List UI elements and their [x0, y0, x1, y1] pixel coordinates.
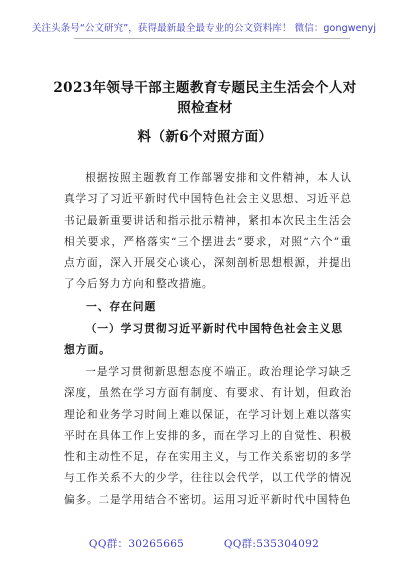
footer-contacts	[0, 536, 408, 551]
intro-paragraph: 根据按照主题教育工作部署安排和文件精神，本人认真学习了习近平新时代中国特色社会主义思想、习近平总书记最新重要讲话和指示批示精神，紧扣本次民主生活会相关要求，严格落实“三个摆进去”要求，对照“六个”重点方面，深入开展交心谈心，深刻剖析思想根源，并提出了今后努力方向和整改措施。	[64, 172, 352, 291]
document-title-line-2: 料（新6个对照方面）	[137, 129, 273, 145]
body-paragraph: 一是学习贯彻新思想态度不端正。政治理论学习缺乏深度，虽然在学习方面有制度、有要求、有计划，但政治理论和业务学习时间上难以保证，在学习计划上难以落实平时在具体工作上安排的多，而在学习上的自觉性、积极性和主动性不足，存在实用主义，与工作关系密切的多学与工作关系不大的少学，往往以会代学，以工代学的情况偏多。二是学用结合不密切。运用习近平新时代中国特色	[64, 366, 352, 506]
footer-qq-group-1: QQ群：30265665	[88, 538, 185, 550]
header-divider	[74, 38, 350, 39]
footer-qq-group-2: QQ群:535304092	[223, 538, 320, 550]
subsection-heading-study: （一）学习贯彻习近平新时代中国特色社会主义思想方面。	[64, 322, 343, 357]
section-heading-problems: 一、存在问题	[86, 300, 157, 313]
header-banner: 关注头条号“公文研究”，获得最新最全最专业的公文资料库！ 微信：gongwenyj	[31, 23, 377, 34]
document-title-line-1: 2023年领导干部主题教育专题民主生活会个人对照检查材	[53, 80, 357, 116]
